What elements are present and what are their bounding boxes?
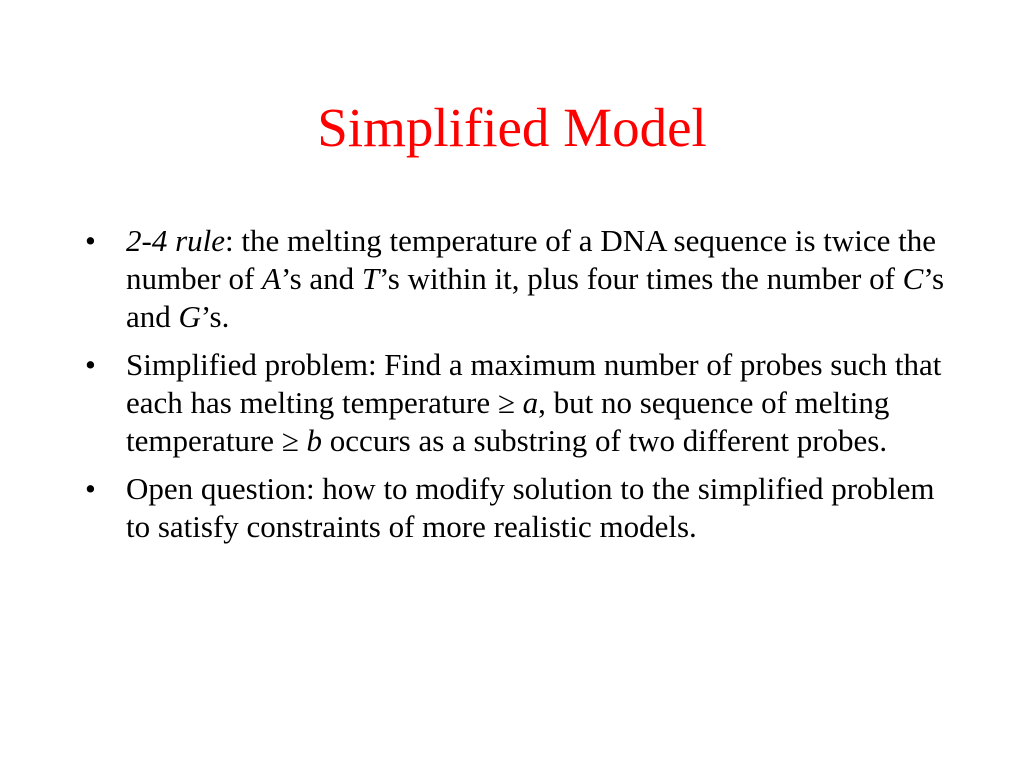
problem-text: Simplified problem: Find a maximum number of probes such that each has melting temperature — [126, 347, 942, 420]
base-a: A — [262, 261, 281, 296]
bullet-item-open-question — [85, 470, 955, 546]
rule-text: : the melting temperature of a DNA sequence is twice the number of — [126, 223, 937, 296]
bullet-text — [126, 223, 944, 334]
bullet-icon: • — [85, 223, 96, 258]
geq-symbol: ≥ — [497, 385, 515, 420]
variable-a: a — [522, 385, 539, 420]
bullet-text: Open question: how to modify solution to the simplified problem to satisfy constraints of more realistic models. — [126, 471, 935, 544]
rule-term: 2-4 rule — [126, 223, 226, 258]
variable-b: b — [306, 423, 323, 458]
bullet-icon: • — [85, 347, 96, 382]
bullet-item-rule — [85, 222, 955, 336]
rule-text: ’s. — [200, 299, 230, 334]
base-g: G — [178, 299, 201, 334]
bullet-icon: • — [85, 471, 96, 506]
geq-symbol: ≥ — [281, 423, 299, 458]
base-c: C — [902, 261, 924, 296]
problem-text: occurs as a substring of two different probes. — [322, 423, 888, 458]
problem-text: , but no sequence of melting temperature — [126, 385, 890, 458]
rule-text: ’s and — [280, 261, 362, 296]
bullet-text — [126, 347, 941, 458]
problem-text — [299, 423, 307, 458]
slide-title: Simplified Model — [317, 97, 707, 158]
problem-text — [515, 385, 523, 420]
bullet-list — [85, 222, 955, 556]
rule-text: ’s within it, plus four times the number of — [379, 261, 903, 296]
rule-text: ’s and — [126, 261, 945, 334]
base-t: T — [361, 261, 380, 296]
bullet-item-simplified-problem — [85, 346, 955, 460]
